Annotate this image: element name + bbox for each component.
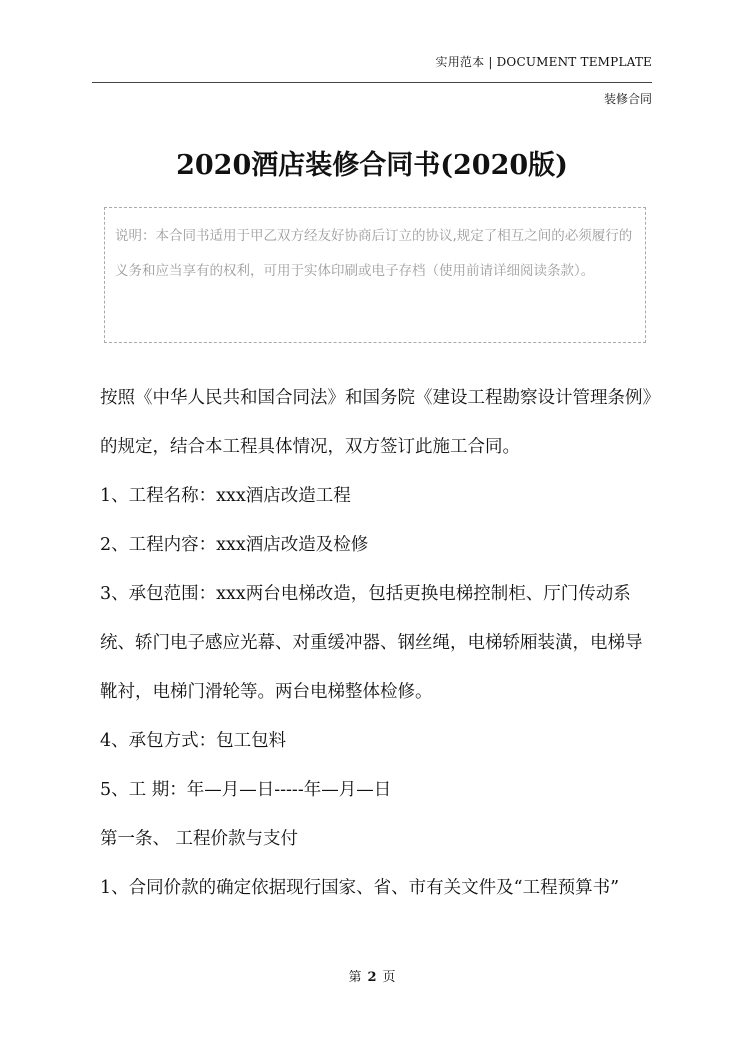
body-paragraph: 4、承包方式：包工包料 (100, 731, 287, 751)
body-paragraph: 5、工 期：年—月—日-----年—月—日 (100, 780, 392, 800)
notice-box (104, 207, 646, 343)
page-prefix: 第 (348, 970, 362, 985)
body-paragraph: 1、工程名称：xxx酒店改造工程 (100, 486, 351, 506)
body-paragraph: 1、合同价款的确定依据现行国家、省、市有关文件及“工程预算书” (100, 878, 620, 898)
document-body (100, 374, 658, 913)
page-suffix: 页 (382, 970, 396, 985)
notice-text: 说明：本合同书适用于甲乙双方经友好协商后订立的协议,规定了相互之间的必须履行的义务和应当享有的权利，可用于实体印刷或电子存档（使用前请详细阅读条款）。 (115, 228, 633, 279)
body-paragraph: 按照《中华人民共和国合同法》和国务院《建设工程勘察设计管理条例》的规定，结合本工程具体情况，双方签订此施工合同。 (100, 388, 652, 457)
document-header-label: 实用范本 | DOCUMENT TEMPLATE (435, 55, 652, 69)
header-divider (92, 82, 652, 83)
body-paragraph: 3、承包范围：xxx两台电梯改造，包括更换电梯控制柜、厅门传动系统、轿门电子感应光幕、对重缓冲器、钢丝绳，电梯轿厢装潢，电梯导靴衬，电梯门滑轮等。两台电梯整体检修。 (100, 584, 643, 702)
page-footer (0, 966, 744, 985)
page-number: 2 (367, 970, 377, 985)
document-title: 2020酒店装修合同书(2020版) (176, 150, 568, 181)
document-category: 装修合同 (603, 92, 652, 106)
body-paragraph: 第一条、 工程价款与支付 (100, 829, 299, 849)
body-paragraph: 2、工程内容：xxx酒店改造及检修 (100, 535, 369, 555)
